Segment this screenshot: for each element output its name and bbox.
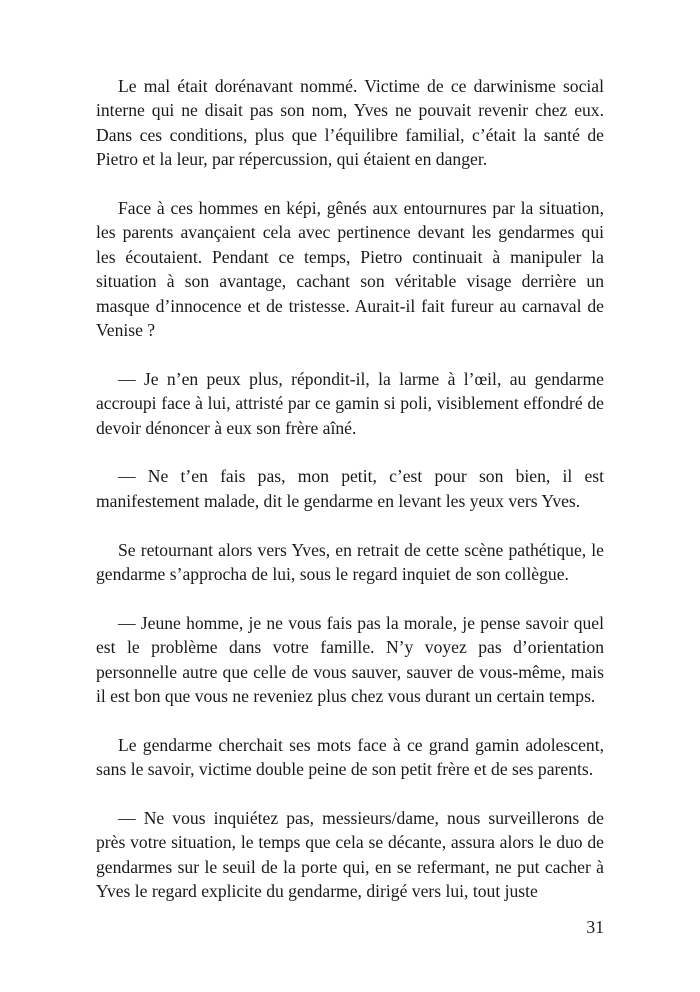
paragraph-5: Se retournant alors vers Yves, en retrait de cette scène pathétique, le gendarme s’approcha de lui, sous le regard inquiet de son collègue. [96, 539, 604, 585]
paragraph-1: Le mal était dorénavant nommé. Victime de ce darwinisme social interne qui ne disait pas son nom, Yves ne pouvait revenir chez eux. Dans ces conditions, plus que l’équilibre familial, c’était la santé de Pietro et la leur, par répercussion, qui étaient en danger. [96, 76, 604, 170]
paragraph-7: Le gendarme cherchait ses mots face à ce grand gamin adolescent, sans le savoir, victime double peine de son petit frère et de ses parents. [96, 734, 604, 780]
paragraph-2: Face à ces hommes en képi, gênés aux entournures par la situation, les parents avançaient cela avec pertinence devant les gendarmes qui les écoutaient. Pendant ce temps, Pietro continuait à manipuler la situation à son avantage, cachant son véritable visage derrière un masque d’innocence et de tristesse. Aurait-il fait fureur au carnaval de Venise ? [96, 198, 604, 341]
paragraph-8: — Ne vous inquiétez pas, messieurs/dame, nous surveillerons de près votre situation, le temps que cela se décante, assura alors le duo de gendarmes sur le seuil de la porte qui, en se refermant, ne put cacher à Yves le regard explicite du gendarme, dirigé vers lui, tout juste [96, 808, 604, 902]
paragraph-3: — Je n’en peux plus, répondit-il, la larme à l’œil, au gendarme accroupi face à lui, attristé par ce gamin si poli, visiblement effondré de devoir dénoncer à eux son frère aîné. [96, 368, 604, 438]
page-body [96, 74, 604, 904]
paragraph-6: — Jeune homme, je ne vous fais pas la morale, je pense savoir quel est le problème dans votre famille. N’y voyez pas d’orientation personnelle autre que celle de vous sauver, sauver de vous-même, mais il est bon que vous ne reveniez plus chez vous durant un certain temps. [96, 612, 604, 707]
page-number: 31 [586, 917, 604, 937]
paragraph-4: — Ne t’en fais pas, mon petit, c’est pour son bien, il est manifestement malade, dit le gendarme en levant les yeux vers Yves. [96, 466, 604, 511]
